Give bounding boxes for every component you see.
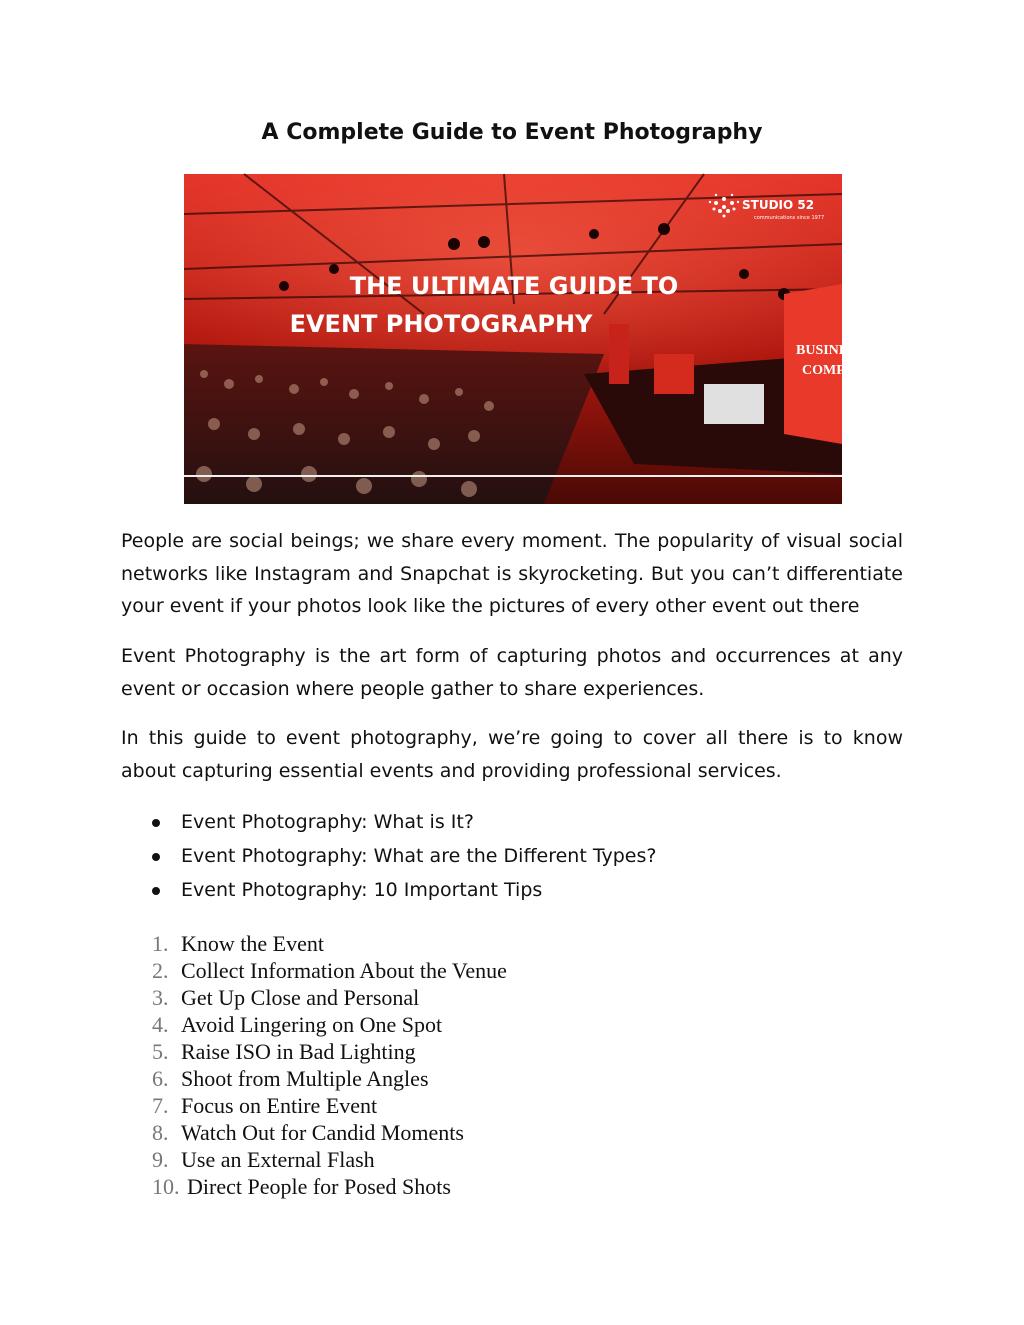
bullet-item: Event Photography: What are the Different Types? [152, 840, 656, 874]
tip-text: Get Up Close and Personal [181, 985, 420, 1010]
bullet-icon [152, 853, 160, 861]
tip-number: 9. [152, 1147, 169, 1172]
hero-headline-line1: THE ULTIMATE GUIDE TO [349, 272, 679, 300]
tip-number: 10. [152, 1174, 180, 1199]
tip-number: 7. [152, 1093, 169, 1118]
tip-text: Watch Out for Candid Moments [181, 1120, 464, 1145]
bullet-item: Event Photography: What is It? [152, 806, 656, 840]
tip-text: Know the Event [181, 931, 324, 956]
tip-text: Use an External Flash [181, 1147, 375, 1172]
tip-text: Raise ISO in Bad Lighting [181, 1039, 416, 1064]
paragraph-guide-scope: In this guide to event photography, we’re going to cover all there is to know about capturing essential events and providing professional services. [121, 727, 903, 782]
tip-item [152, 957, 507, 984]
tip-number: 1. [152, 931, 169, 956]
logo-name: STUDIO 52 [742, 198, 815, 212]
bullet-icon [152, 887, 160, 895]
tip-number: 5. [152, 1039, 169, 1064]
bullet-item: Event Photography: 10 Important Tips [152, 874, 656, 908]
tip-item [152, 1092, 507, 1119]
tip-number: 3. [152, 985, 169, 1010]
tip-item [152, 1173, 507, 1200]
tip-text: Collect Information About the Venue [181, 958, 507, 983]
tip-item [152, 984, 507, 1011]
tip-item [152, 1065, 507, 1092]
tip-number: 6. [152, 1066, 169, 1091]
tip-number: 8. [152, 1120, 169, 1145]
page-title: A Complete Guide to Event Photography [261, 120, 763, 145]
tip-number: 2. [152, 958, 169, 983]
tip-number: 4. [152, 1012, 169, 1037]
screen-text-2: COMP [802, 363, 845, 378]
tip-item [152, 1011, 507, 1038]
tip-item [152, 930, 507, 957]
paragraph-intro: People are social beings; we share every moment. The popularity of visual social networks like Instagram and Snapchat is skyrocketing. But you can’t differentiate your event if your photos look like the pictures of every other event out there [121, 530, 903, 617]
logo-tagline: communications since 1977 [754, 215, 825, 221]
tip-item [152, 1119, 507, 1146]
hero-headline-line2: EVENT PHOTOGRAPHY [289, 310, 593, 338]
tip-text: Focus on Entire Event [181, 1093, 378, 1118]
screen-text-1: BUSINES [796, 343, 856, 358]
tip-item [152, 1038, 507, 1065]
paragraph-definition: Event Photography is the art form of capturing photos and occurrences at any event or occasion where people gather to share experiences. [121, 645, 903, 700]
bullet-icon [152, 819, 160, 827]
tip-text: Direct People for Posed Shots [187, 1174, 451, 1199]
tip-text: Shoot from Multiple Angles [181, 1066, 429, 1091]
tips-numbered-list [152, 930, 507, 1200]
tip-item [152, 1146, 507, 1173]
tip-text: Avoid Lingering on One Spot [181, 1012, 443, 1037]
topic-bullet-list [152, 806, 656, 908]
hero-image [184, 174, 856, 504]
